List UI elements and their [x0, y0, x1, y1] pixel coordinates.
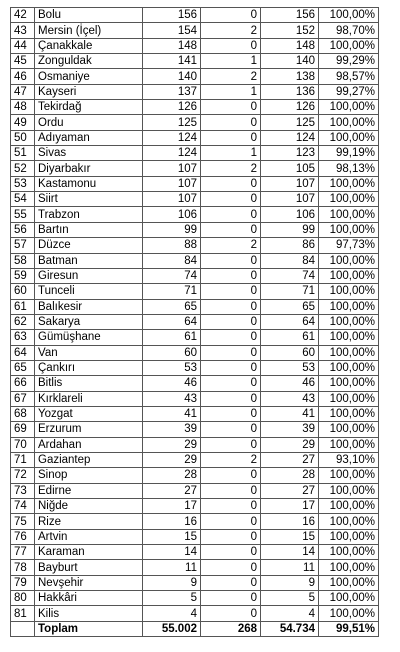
col-a-value: 140 — [143, 69, 201, 84]
col-b-value: 0 — [201, 268, 261, 283]
col-b-value: 1 — [201, 84, 261, 99]
total-col-d: 99,51% — [319, 621, 379, 636]
table-row — [11, 422, 379, 437]
col-c-value: 60 — [261, 345, 319, 360]
col-c-value: 125 — [261, 115, 319, 130]
col-c-value: 71 — [261, 284, 319, 299]
col-c-value: 107 — [261, 192, 319, 207]
col-a-value: 107 — [143, 161, 201, 176]
province-name: Bolu — [35, 8, 143, 23]
row-number: 52 — [11, 161, 35, 176]
total-col-b: 268 — [201, 621, 261, 636]
province-name: Siirt — [35, 192, 143, 207]
col-b-value: 2 — [201, 23, 261, 38]
col-c-value: 106 — [261, 207, 319, 222]
table-row — [11, 146, 379, 161]
col-b-value: 0 — [201, 591, 261, 606]
table-row — [11, 376, 379, 391]
col-a-value: 43 — [143, 391, 201, 406]
col-d-percentage: 100,00% — [319, 38, 379, 53]
col-b-value: 1 — [201, 146, 261, 161]
row-number: 55 — [11, 207, 35, 222]
total-empty-cell — [11, 621, 35, 636]
col-c-value: 152 — [261, 23, 319, 38]
col-b-value: 0 — [201, 437, 261, 452]
col-a-value: 27 — [143, 483, 201, 498]
col-a-value: 88 — [143, 238, 201, 253]
col-c-value: 140 — [261, 54, 319, 69]
col-d-percentage: 100,00% — [319, 330, 379, 345]
col-b-value: 2 — [201, 452, 261, 467]
col-c-value: 53 — [261, 360, 319, 375]
col-c-value: 65 — [261, 299, 319, 314]
table-row — [11, 391, 379, 406]
col-b-value: 2 — [201, 238, 261, 253]
col-d-percentage: 99,19% — [319, 146, 379, 161]
col-a-value: 148 — [143, 38, 201, 53]
row-number: 48 — [11, 100, 35, 115]
col-a-value: 84 — [143, 253, 201, 268]
col-d-percentage: 100,00% — [319, 192, 379, 207]
col-b-value: 0 — [201, 376, 261, 391]
table-row — [11, 560, 379, 575]
table-row — [11, 591, 379, 606]
table-row — [11, 222, 379, 237]
col-d-percentage: 100,00% — [319, 360, 379, 375]
col-a-value: 71 — [143, 284, 201, 299]
col-c-value: 9 — [261, 575, 319, 590]
row-number: 70 — [11, 437, 35, 452]
table-row — [11, 130, 379, 145]
table-row — [11, 100, 379, 115]
col-b-value: 0 — [201, 499, 261, 514]
col-b-value: 0 — [201, 222, 261, 237]
col-a-value: 60 — [143, 345, 201, 360]
col-d-percentage: 100,00% — [319, 176, 379, 191]
col-b-value: 0 — [201, 468, 261, 483]
col-a-value: 156 — [143, 8, 201, 23]
col-b-value: 0 — [201, 314, 261, 329]
col-a-value: 9 — [143, 575, 201, 590]
row-number: 57 — [11, 238, 35, 253]
col-c-value: 64 — [261, 314, 319, 329]
col-b-value: 0 — [201, 299, 261, 314]
table-row — [11, 437, 379, 452]
col-a-value: 107 — [143, 176, 201, 191]
province-name: Erzurum — [35, 422, 143, 437]
col-d-percentage: 100,00% — [319, 437, 379, 452]
col-d-percentage: 100,00% — [319, 545, 379, 560]
col-a-value: 16 — [143, 514, 201, 529]
province-name: Artvin — [35, 529, 143, 544]
row-number: 79 — [11, 575, 35, 590]
table-row — [11, 115, 379, 130]
province-name: Gaziantep — [35, 452, 143, 467]
col-a-value: 106 — [143, 207, 201, 222]
col-d-percentage: 100,00% — [319, 130, 379, 145]
col-d-percentage: 100,00% — [319, 115, 379, 130]
row-number: 66 — [11, 376, 35, 391]
province-name: Ordu — [35, 115, 143, 130]
col-a-value: 124 — [143, 146, 201, 161]
table-row — [11, 330, 379, 345]
table-row — [11, 360, 379, 375]
province-name: Osmaniye — [35, 69, 143, 84]
province-name: Bitlis — [35, 376, 143, 391]
table-row — [11, 529, 379, 544]
province-name: Tekirdağ — [35, 100, 143, 115]
table-row — [11, 161, 379, 176]
col-d-percentage: 100,00% — [319, 345, 379, 360]
province-table-container — [10, 7, 379, 637]
col-c-value: 16 — [261, 514, 319, 529]
table-row — [11, 69, 379, 84]
col-a-value: 107 — [143, 192, 201, 207]
table-row — [11, 406, 379, 421]
table-row — [11, 207, 379, 222]
row-number: 72 — [11, 468, 35, 483]
col-b-value: 0 — [201, 284, 261, 299]
col-c-value: 99 — [261, 222, 319, 237]
table-row — [11, 8, 379, 23]
row-number: 80 — [11, 591, 35, 606]
col-c-value: 86 — [261, 238, 319, 253]
col-c-value: 74 — [261, 268, 319, 283]
table-row — [11, 345, 379, 360]
col-a-value: 74 — [143, 268, 201, 283]
col-c-value: 84 — [261, 253, 319, 268]
row-number: 42 — [11, 8, 35, 23]
table-row — [11, 575, 379, 590]
col-a-value: 141 — [143, 54, 201, 69]
row-number: 74 — [11, 499, 35, 514]
province-name: Batman — [35, 253, 143, 268]
col-d-percentage: 100,00% — [319, 560, 379, 575]
province-name: Kayseri — [35, 84, 143, 99]
col-c-value: 124 — [261, 130, 319, 145]
col-a-value: 137 — [143, 84, 201, 99]
col-c-value: 148 — [261, 38, 319, 53]
total-col-a: 55.002 — [143, 621, 201, 636]
col-c-value: 39 — [261, 422, 319, 437]
col-c-value: 107 — [261, 176, 319, 191]
province-name: Edirne — [35, 483, 143, 498]
col-c-value: 123 — [261, 146, 319, 161]
table-row — [11, 499, 379, 514]
province-name: Gümüşhane — [35, 330, 143, 345]
row-number: 49 — [11, 115, 35, 130]
col-d-percentage: 100,00% — [319, 207, 379, 222]
col-b-value: 0 — [201, 100, 261, 115]
col-d-percentage: 100,00% — [319, 253, 379, 268]
province-name: Diyarbakır — [35, 161, 143, 176]
col-b-value: 0 — [201, 130, 261, 145]
table-row — [11, 23, 379, 38]
total-label: Toplam — [35, 621, 143, 636]
table-row — [11, 176, 379, 191]
col-d-percentage: 100,00% — [319, 314, 379, 329]
province-name: Bartın — [35, 222, 143, 237]
col-d-percentage: 100,00% — [319, 100, 379, 115]
row-number: 53 — [11, 176, 35, 191]
col-a-value: 29 — [143, 452, 201, 467]
col-a-value: 61 — [143, 330, 201, 345]
province-name: Nevşehir — [35, 575, 143, 590]
col-c-value: 43 — [261, 391, 319, 406]
row-number: 54 — [11, 192, 35, 207]
province-name: Van — [35, 345, 143, 360]
col-c-value: 15 — [261, 529, 319, 544]
col-d-percentage: 100,00% — [319, 499, 379, 514]
row-number: 58 — [11, 253, 35, 268]
row-number: 56 — [11, 222, 35, 237]
province-name: Kırklareli — [35, 391, 143, 406]
province-name: Sivas — [35, 146, 143, 161]
col-b-value: 2 — [201, 161, 261, 176]
col-a-value: 15 — [143, 529, 201, 544]
col-c-value: 27 — [261, 483, 319, 498]
province-name: Rize — [35, 514, 143, 529]
row-number: 73 — [11, 483, 35, 498]
row-number: 46 — [11, 69, 35, 84]
col-d-percentage: 93,10% — [319, 452, 379, 467]
province-name: Sinop — [35, 468, 143, 483]
col-a-value: 5 — [143, 591, 201, 606]
row-number: 65 — [11, 360, 35, 375]
col-c-value: 17 — [261, 499, 319, 514]
row-number: 43 — [11, 23, 35, 38]
col-c-value: 4 — [261, 606, 319, 621]
row-number: 45 — [11, 54, 35, 69]
col-b-value: 0 — [201, 330, 261, 345]
col-a-value: 53 — [143, 360, 201, 375]
col-a-value: 28 — [143, 468, 201, 483]
col-b-value: 0 — [201, 8, 261, 23]
col-b-value: 0 — [201, 360, 261, 375]
col-a-value: 154 — [143, 23, 201, 38]
col-d-percentage: 100,00% — [319, 529, 379, 544]
col-b-value: 0 — [201, 345, 261, 360]
row-number: 67 — [11, 391, 35, 406]
table-row — [11, 299, 379, 314]
row-number: 64 — [11, 345, 35, 360]
col-d-percentage: 98,13% — [319, 161, 379, 176]
province-name: Çankırı — [35, 360, 143, 375]
col-b-value: 0 — [201, 391, 261, 406]
col-d-percentage: 100,00% — [319, 8, 379, 23]
col-b-value: 0 — [201, 560, 261, 575]
col-a-value: 11 — [143, 560, 201, 575]
col-b-value: 0 — [201, 575, 261, 590]
row-number: 60 — [11, 284, 35, 299]
col-c-value: 105 — [261, 161, 319, 176]
province-name: Düzce — [35, 238, 143, 253]
col-d-percentage: 100,00% — [319, 591, 379, 606]
col-c-value: 27 — [261, 452, 319, 467]
col-a-value: 64 — [143, 314, 201, 329]
col-b-value: 0 — [201, 606, 261, 621]
province-statistics-table — [10, 7, 379, 637]
row-number: 47 — [11, 84, 35, 99]
col-b-value: 0 — [201, 253, 261, 268]
table-row — [11, 54, 379, 69]
total-row — [11, 621, 379, 636]
col-a-value: 39 — [143, 422, 201, 437]
col-d-percentage: 100,00% — [319, 406, 379, 421]
col-a-value: 29 — [143, 437, 201, 452]
col-c-value: 29 — [261, 437, 319, 452]
col-a-value: 46 — [143, 376, 201, 391]
col-c-value: 14 — [261, 545, 319, 560]
col-a-value: 41 — [143, 406, 201, 421]
col-d-percentage: 100,00% — [319, 606, 379, 621]
province-name: Hakkâri — [35, 591, 143, 606]
col-d-percentage: 100,00% — [319, 268, 379, 283]
col-b-value: 0 — [201, 115, 261, 130]
col-b-value: 1 — [201, 54, 261, 69]
province-name: Yozgat — [35, 406, 143, 421]
col-d-percentage: 100,00% — [319, 575, 379, 590]
col-d-percentage: 99,27% — [319, 84, 379, 99]
row-number: 76 — [11, 529, 35, 544]
row-number: 77 — [11, 545, 35, 560]
col-a-value: 125 — [143, 115, 201, 130]
table-row — [11, 606, 379, 621]
col-c-value: 156 — [261, 8, 319, 23]
province-name: Karaman — [35, 545, 143, 560]
province-name: Mersin (İçel) — [35, 23, 143, 38]
col-b-value: 0 — [201, 176, 261, 191]
col-c-value: 136 — [261, 84, 319, 99]
col-b-value: 0 — [201, 207, 261, 222]
col-c-value: 126 — [261, 100, 319, 115]
province-name: Çanakkale — [35, 38, 143, 53]
table-row — [11, 192, 379, 207]
col-b-value: 0 — [201, 192, 261, 207]
col-b-value: 0 — [201, 422, 261, 437]
col-c-value: 138 — [261, 69, 319, 84]
row-number: 59 — [11, 268, 35, 283]
province-name: Bayburt — [35, 560, 143, 575]
col-a-value: 99 — [143, 222, 201, 237]
row-number: 81 — [11, 606, 35, 621]
col-c-value: 46 — [261, 376, 319, 391]
col-b-value: 0 — [201, 514, 261, 529]
province-name: Zonguldak — [35, 54, 143, 69]
province-name: Kilis — [35, 606, 143, 621]
table-row — [11, 284, 379, 299]
table-row — [11, 238, 379, 253]
table-row — [11, 314, 379, 329]
col-b-value: 0 — [201, 545, 261, 560]
col-c-value: 28 — [261, 468, 319, 483]
row-number: 50 — [11, 130, 35, 145]
col-a-value: 4 — [143, 606, 201, 621]
province-name: Giresun — [35, 268, 143, 283]
row-number: 75 — [11, 514, 35, 529]
col-b-value: 0 — [201, 483, 261, 498]
col-d-percentage: 100,00% — [319, 299, 379, 314]
province-name: Adıyaman — [35, 130, 143, 145]
province-name: Tunceli — [35, 284, 143, 299]
col-d-percentage: 100,00% — [319, 422, 379, 437]
table-row — [11, 468, 379, 483]
row-number: 63 — [11, 330, 35, 345]
total-col-c: 54.734 — [261, 621, 319, 636]
table-row — [11, 38, 379, 53]
col-d-percentage: 100,00% — [319, 514, 379, 529]
table-body — [11, 8, 379, 637]
row-number: 61 — [11, 299, 35, 314]
col-a-value: 124 — [143, 130, 201, 145]
col-c-value: 5 — [261, 591, 319, 606]
table-row — [11, 514, 379, 529]
table-row — [11, 253, 379, 268]
col-a-value: 65 — [143, 299, 201, 314]
col-d-percentage: 100,00% — [319, 391, 379, 406]
col-c-value: 11 — [261, 560, 319, 575]
table-row — [11, 545, 379, 560]
province-name: Trabzon — [35, 207, 143, 222]
table-row — [11, 452, 379, 467]
province-name: Balıkesir — [35, 299, 143, 314]
row-number: 71 — [11, 452, 35, 467]
col-b-value: 0 — [201, 406, 261, 421]
col-d-percentage: 100,00% — [319, 376, 379, 391]
col-b-value: 2 — [201, 69, 261, 84]
col-a-value: 126 — [143, 100, 201, 115]
col-d-percentage: 98,57% — [319, 69, 379, 84]
province-name: Kastamonu — [35, 176, 143, 191]
row-number: 68 — [11, 406, 35, 421]
province-name: Sakarya — [35, 314, 143, 329]
table-row — [11, 84, 379, 99]
province-name: Ardahan — [35, 437, 143, 452]
row-number: 78 — [11, 560, 35, 575]
row-number: 69 — [11, 422, 35, 437]
row-number: 62 — [11, 314, 35, 329]
col-d-percentage: 100,00% — [319, 483, 379, 498]
table-row — [11, 483, 379, 498]
row-number: 44 — [11, 38, 35, 53]
col-b-value: 0 — [201, 38, 261, 53]
col-d-percentage: 97,73% — [319, 238, 379, 253]
col-d-percentage: 100,00% — [319, 284, 379, 299]
col-c-value: 61 — [261, 330, 319, 345]
col-d-percentage: 99,29% — [319, 54, 379, 69]
col-a-value: 17 — [143, 499, 201, 514]
col-a-value: 14 — [143, 545, 201, 560]
col-c-value: 41 — [261, 406, 319, 421]
province-name: Niğde — [35, 499, 143, 514]
table-row — [11, 268, 379, 283]
col-d-percentage: 100,00% — [319, 468, 379, 483]
col-b-value: 0 — [201, 529, 261, 544]
col-d-percentage: 98,70% — [319, 23, 379, 38]
col-d-percentage: 100,00% — [319, 222, 379, 237]
row-number: 51 — [11, 146, 35, 161]
